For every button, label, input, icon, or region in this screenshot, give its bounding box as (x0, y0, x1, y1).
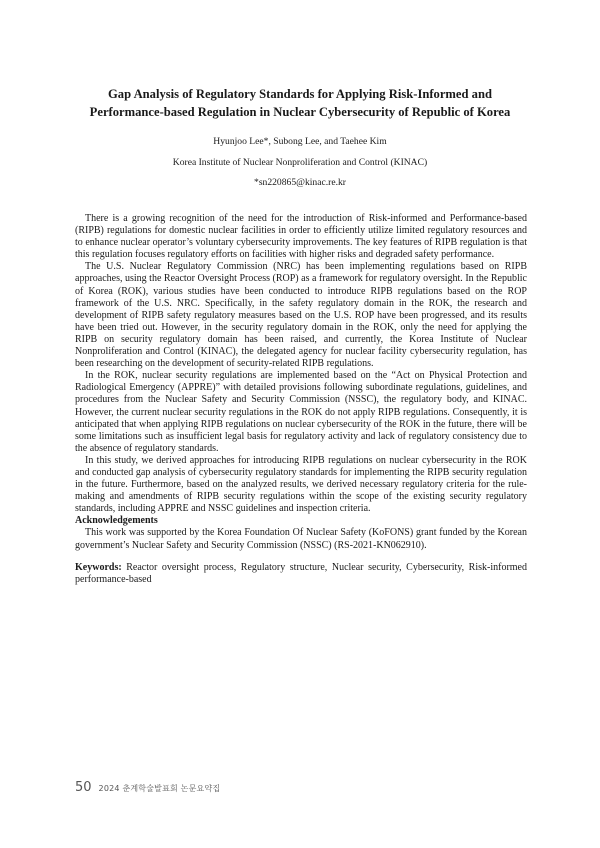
affiliation: Korea Institute of Nuclear Nonproliferation and Control (KINAC) (172, 157, 428, 168)
page-number: 50 (75, 780, 92, 795)
paper-title (60, 85, 540, 121)
paragraph-1: There is a growing recognition of the need for the introduction of Risk-informed and Performance-based (RIPB) regulations for domestic nuclear facilities in order to efficiently utilize limited regulatory resources and to enhance nuclear operator’s voluntary cybersecurity improvements. The key features of RIPB regulation is that this regulation focuses regulatory efforts on facilities with higher risks and degraded safety performance. (75, 213, 527, 261)
paragraph-2: The U.S. Nuclear Regulatory Commission (NRC) has been implementing regulations based on RIPB approaches, using the Reactor Oversight Process (ROP) as a framework for regulatory oversight. In the Republic of Korea (ROK), various studies have been conducted to introduce RIPB regulations based on the ROP framework of the U.S. NRC. Specifically, in the safety regulatory domain in the ROK, the research and development of RIPB safety regulatory measures based on the U.S. ROP have been progressed, and its results have been tried out. However, in the security regulatory domain in the ROK, only the need for applying the RIPB on security regulatory domain has been raised, and currently, the Korea Institute of Nuclear Nonproliferation and Control (KINAC), the delegated agency for nuclear facility cybersecurity regulation, has been researching on the development of security-related RIPB regulations. (75, 261, 527, 370)
contact-email: *sn220865@kinac.re.kr (254, 177, 346, 188)
abstract-body (75, 213, 527, 586)
title-line-2: Performance-based Regulation in Nuclear Cybersecurity of Republic of Korea (89, 105, 511, 119)
title-line-1: Gap Analysis of Regulatory Standards for Applying Risk-Informed and (108, 87, 492, 101)
keywords (75, 562, 527, 586)
keywords-text: Reactor oversight process, Regulatory structure, Nuclear security, Cybersecurity, Risk-informed performance-based (75, 561, 527, 585)
paragraph-3: In the ROK, nuclear security regulations are implemented based on the “Act on Physical Protection and Radiological Emergency (APPRE)” with detailed provisions following subordinate regulations, guidelines, and procedures from the Nuclear Safety and Security Commission (NSSC), the regulatory body, and KINAC. However, the current nuclear security regulations in the ROK do not apply RIPB regulations. Consequently, it is anticipated that when applying RIPB regulations on nuclear cybersecurity of the ROK in the future, there will be some limitations such as insufficient legal basis for regulatory activity and lack of regulatory consistency due to the absence of regulatory standards. (75, 370, 527, 454)
author-list: Hyunjoo Lee*, Subong Lee, and Taehee Kim (213, 136, 387, 147)
acknowledgements-heading: Acknowledgements (75, 515, 158, 527)
proceedings-label: 2024 춘계학술발표회 논문요약집 (98, 784, 221, 793)
keywords-label: Keywords: (75, 561, 122, 573)
paragraph-4: In this study, we derived approaches for introducing RIPB regulations on nuclear cybersecurity in the ROK and conducted gap analysis of cybersecurity regulatory standards for implementing the RIPB security regulation in the future. Furthermore, based on the analyzed results, we derived necessary regulatory criteria for the rule-making and amendments of RIPB security regulations within the scope of the existing security regulatory standards, including APPRE and NSSC guidelines and inspection criteria. (75, 454, 527, 515)
page-footer (75, 780, 220, 798)
acknowledgements-text: This work was supported by the Korea Foundation Of Nuclear Safety (KoFONS) grant funded by the Korean government’s Nuclear Safety and Security Commission (NSSC) (RS-2021-KN062910). (75, 527, 527, 551)
